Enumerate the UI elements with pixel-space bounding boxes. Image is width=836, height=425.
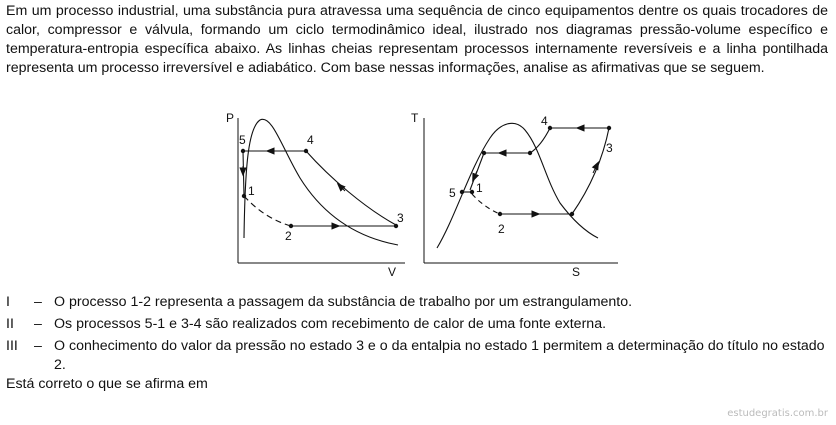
ts-point-1: 1 (476, 181, 483, 195)
statement-dash: – (34, 294, 42, 310)
pv-process-5-1 (243, 151, 244, 196)
statement-i (6, 293, 832, 312)
ts-point-4: 4 (541, 114, 548, 128)
ts-process-4 (530, 128, 550, 153)
thermodynamic-diagrams (0, 108, 836, 288)
pv-point-5: 5 (239, 133, 246, 147)
statement-text: O processo 1-2 representa a passagem da substância de trabalho por um estrangulamento. (54, 294, 633, 310)
ts-x-label: S (572, 265, 581, 279)
pv-point-3: 3 (397, 211, 404, 225)
pv-diagram (226, 111, 405, 279)
statement-number: I (6, 294, 10, 310)
ts-point-3: 3 (606, 141, 613, 155)
ts-process-1-2 (472, 194, 500, 214)
statement-text: Os processos 5-1 e 3-4 são realizados com recebimento de calor de uma fonte externa. (54, 316, 607, 332)
pv-process-3-4 (306, 151, 396, 225)
question-prompt: Está correto o que se afirma em (6, 376, 208, 392)
statement-iii (6, 337, 832, 375)
pv-point-1: 1 (248, 184, 255, 198)
question-intro: Em um processo industrial, uma substância pura atravessa uma sequência de cinco equipamentos dentre os quais trocadores de calor, compressor e válvula, formando um ciclo termodinâmico ideal, ilustrado nos diagramas pressão-volume específico e temperatura-entropia específica abaixo. As linhas cheias representam processos internamente reversíveis e a linha pontilhada representa um processo irreversível e adiabático. Com base nessas informações, analise as afirmativas que se seguem. (6, 3, 828, 76)
statement-ii (6, 315, 832, 334)
pv-x-label: V (388, 265, 397, 279)
ts-point-5: 5 (449, 186, 456, 200)
site-watermark: estudegratis.com.br (727, 408, 828, 419)
ts-process-3-4 (572, 128, 609, 214)
statement-text: O conhecimento do valor da pressão no estado 3 e o da entalpia no estado 1 permitem a determinação do título no estado 2. (54, 338, 825, 373)
statement-dash: – (34, 338, 42, 354)
pv-process-1-2 (244, 196, 291, 226)
ts-saturation-dome (437, 123, 598, 248)
ts-diagram (411, 111, 618, 279)
statement-number: III (6, 338, 18, 354)
diagrams-svg (0, 108, 836, 288)
statement-number: II (6, 316, 14, 332)
pv-point-2: 2 (285, 229, 292, 243)
pv-point-4: 4 (307, 133, 314, 147)
ts-point-2: 2 (498, 222, 505, 236)
pv-y-label: P (226, 111, 235, 125)
ts-y-label: T (411, 111, 419, 125)
statement-dash: – (34, 316, 42, 332)
statements-list (6, 293, 832, 378)
